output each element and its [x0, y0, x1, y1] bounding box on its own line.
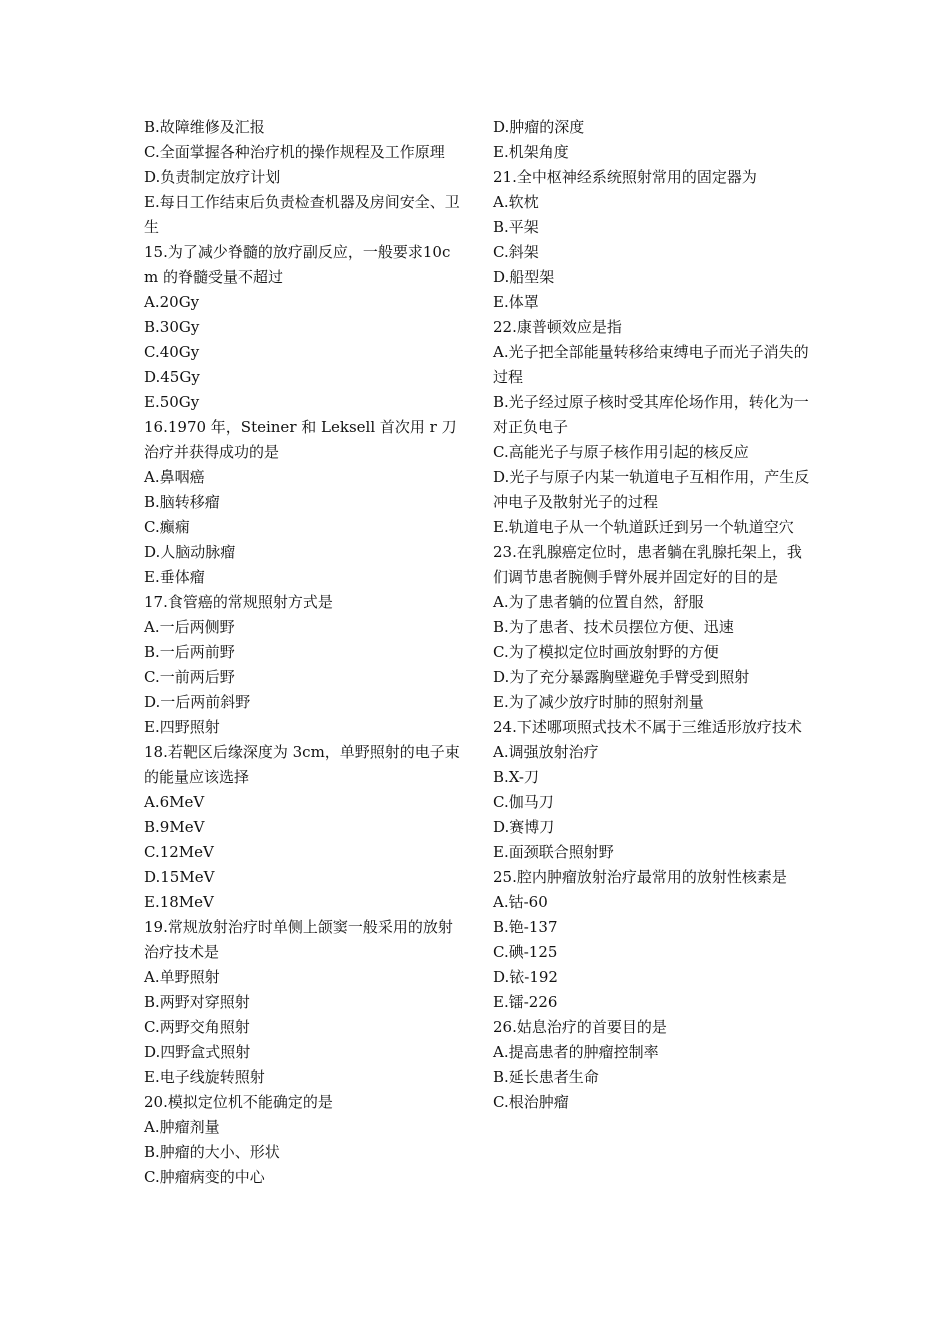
option-line: B.延长患者生命: [493, 1068, 599, 1086]
option-line: C.一前两后野: [144, 668, 235, 686]
option-line: C.两野交角照射: [144, 1018, 250, 1036]
option-line: A.为了患者躺的位置自然，舒服: [493, 593, 704, 611]
option-line: C.根治肿瘤: [493, 1093, 569, 1111]
question-22: 22.康普顿效应是指: [493, 318, 622, 336]
option-line: D.赛博刀: [493, 818, 555, 836]
option-line: C.碘-125: [493, 943, 558, 961]
question-26: 26.姑息治疗的首要目的是: [493, 1018, 667, 1036]
option-line: E.四野照射: [144, 718, 220, 736]
left-column: [144, 115, 462, 1190]
question-19: 19.常规放射治疗时单侧上颌窦一般采用的放射治疗技术是: [144, 918, 453, 961]
option-line: B.脑转移瘤: [144, 493, 220, 511]
text-line: B.故障维修及汇报: [144, 118, 265, 136]
option-line: C.为了模拟定位时画放射野的方便: [493, 643, 719, 661]
option-line: A.20Gy: [144, 293, 200, 311]
question-18: 18.若靶区后缘深度为 3cm，单野照射的电子束的能量应该选择: [144, 743, 460, 786]
option-line: A.肿瘤剂量: [144, 1118, 220, 1136]
question-24: 24.下述哪项照式技术不属于三维适形放疗技术: [493, 718, 802, 736]
option-line: E.机架角度: [493, 143, 569, 161]
option-line: C.癫痫: [144, 518, 190, 536]
option-line: A.单野照射: [144, 968, 220, 986]
option-line: C.肿瘤病变的中心: [144, 1168, 265, 1186]
option-line: E.轨道电子从一个轨道跃迁到另一个轨道空穴: [493, 518, 794, 536]
question-20: 20.模拟定位机不能确定的是: [144, 1093, 333, 1111]
option-line: A.提高患者的肿瘤控制率: [493, 1043, 659, 1061]
option-line: B.9MeV: [144, 818, 205, 836]
option-line: C.斜架: [493, 243, 539, 261]
option-line: A.鼻咽癌: [144, 468, 205, 486]
option-line: A.6MeV: [144, 793, 205, 811]
option-line: C.伽马刀: [493, 793, 554, 811]
option-line: E.镭-226: [493, 993, 558, 1011]
option-line: E.18MeV: [144, 893, 214, 911]
option-line: D.45Gy: [144, 368, 200, 386]
option-line: A.一后两侧野: [144, 618, 235, 636]
option-line: D.15MeV: [144, 868, 215, 886]
right-column: [493, 115, 811, 1115]
option-line: D.人脑动脉瘤: [144, 543, 236, 561]
option-line: E.50Gy: [144, 393, 200, 411]
question-25: 25.腔内肿瘤放射治疗最常用的放射性核素是: [493, 868, 787, 886]
option-line: A.光子把全部能量转移给束缚电子而光子消失的过程: [493, 343, 809, 386]
question-23: 23.在乳腺癌定位时，患者躺在乳腺托架上，我们调节患者腕侧手臂外展并固定好的目的是: [493, 543, 802, 586]
question-16: 16.1970 年，Steiner 和 Leksell 首次用 r 刀治疗并获得成功的是: [144, 418, 457, 461]
option-line: B.30Gy: [144, 318, 200, 336]
option-line: D.四野盒式照射: [144, 1043, 251, 1061]
option-line: E.垂体瘤: [144, 568, 205, 586]
option-line: D.船型架: [493, 268, 555, 286]
option-line: B.X-刀: [493, 768, 540, 786]
option-line: B.光子经过原子核时受其库伦场作用，转化为一对正负电子: [493, 393, 809, 436]
option-line: B.平架: [493, 218, 539, 236]
option-line: E.面颈联合照射野: [493, 843, 614, 861]
question-15: 15.为了减少脊髓的放疗副反应，一般要求10cm 的脊髓受量不超过: [144, 243, 451, 286]
option-line: B.铯-137: [493, 918, 558, 936]
option-line: A.钴-60: [493, 893, 548, 911]
option-line: D.一后两前斜野: [144, 693, 251, 711]
option-line: C.高能光子与原子核作用引起的核反应: [493, 443, 749, 461]
option-line: B.肿瘤的大小、形状: [144, 1143, 280, 1161]
text-line: C.全面掌握各种治疗机的操作规程及工作原理: [144, 143, 445, 161]
option-line: E.为了减少放疗时肺的照射剂量: [493, 693, 704, 711]
option-line: A.调强放射治疗: [493, 743, 599, 761]
option-line: C.40Gy: [144, 343, 200, 361]
option-line: B.为了患者、技术员摆位方便、迅速: [493, 618, 734, 636]
question-17: 17.食管癌的常规照射方式是: [144, 593, 333, 611]
option-line: E.体罩: [493, 293, 539, 311]
text-line: D.负责制定放疗计划: [144, 168, 281, 186]
option-line: D.肿瘤的深度: [493, 118, 585, 136]
option-line: B.一后两前野: [144, 643, 235, 661]
option-line: C.12MeV: [144, 843, 214, 861]
option-line: E.电子线旋转照射: [144, 1068, 265, 1086]
option-line: D.光子与原子内某一轨道电子互相作用，产生反冲电子及散射光子的过程: [493, 468, 810, 511]
text-line: E.每日工作结束后负责检查机器及房间安全、卫生: [144, 193, 460, 236]
option-line: D.铱-192: [493, 968, 558, 986]
option-line: B.两野对穿照射: [144, 993, 250, 1011]
option-line: D.为了充分暴露胸壁避免手臂受到照射: [493, 668, 750, 686]
option-line: A.软枕: [493, 193, 539, 211]
question-21: 21.全中枢神经系统照射常用的固定器为: [493, 168, 757, 186]
